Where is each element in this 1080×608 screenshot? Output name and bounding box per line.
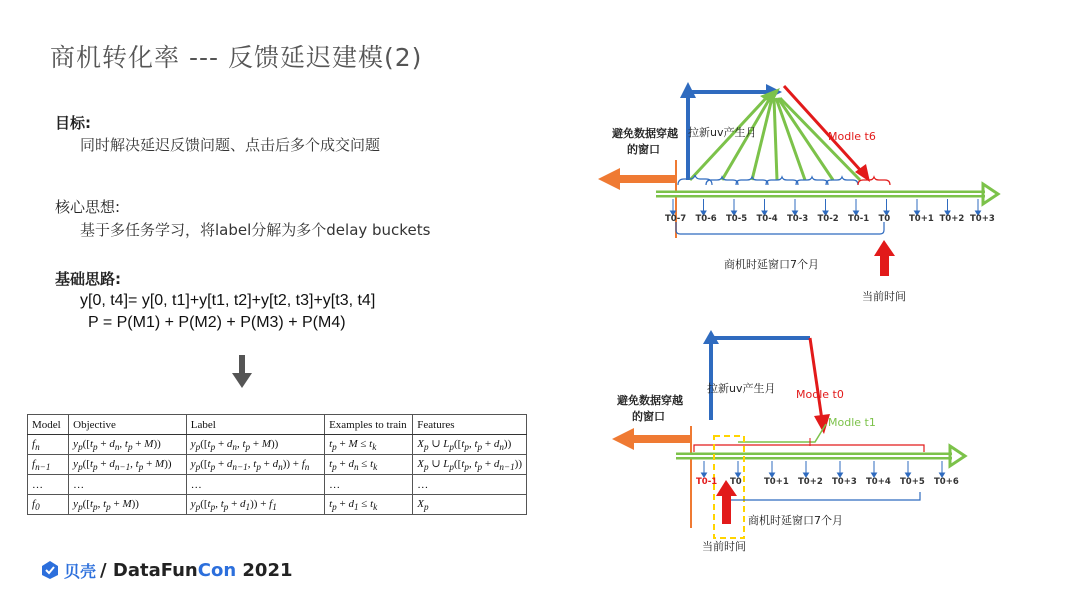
uv-label: 拉新uv产生月: [688, 126, 757, 139]
table-header: Model: [28, 415, 69, 435]
delay-window-label: 商机时延窗口7个月: [724, 258, 819, 271]
timeline-tick-label: T0-1: [848, 214, 870, 224]
timeline-tick-label: T0-1: [696, 477, 718, 487]
logo-con: Con: [197, 559, 237, 581]
idea-text: 基于多任务学习，将label分解为多个delay buckets: [80, 221, 431, 239]
page-title: 商机转化率 --- 反馈延迟建模(2): [50, 43, 423, 72]
table-header: Label: [186, 415, 324, 435]
timeline-ticks-2: [702, 461, 945, 477]
model-table: [27, 414, 527, 515]
timeline-tick-label: T0-4: [756, 214, 778, 224]
down-arrow-icon: [232, 355, 252, 389]
timeline-tick-label: T0+1: [909, 214, 934, 224]
timeline-tick-label: T0-3: [787, 214, 809, 224]
formula-p: P = P(M1) + P(M2) + P(M3) + P(M4): [88, 314, 346, 331]
timeline-tick-label: T0-7: [665, 214, 687, 224]
timeline-tick-label: T0: [730, 477, 742, 487]
table-row: $f_{n-1}$ $y_p([t_p + d_{n-1}$, $t_p + M$)) $y_p([t_p + d_{n-1}$, $t_p + d_n)) + f_n$ $t_p + d_n \le t_k$ $X_p$ ∪ $L_p([t_p$, $t_p + d_{n-1}$)): [28, 455, 527, 475]
goal-text: 同时解决延迟反馈问题、点击后多个成交问题: [80, 136, 381, 154]
event-name: [100, 560, 293, 581]
timeline-tick-labels: [665, 214, 995, 224]
model-t1-label: Modle t1: [828, 416, 876, 429]
timeline-tick-label: T0+3: [970, 214, 995, 224]
model-t0-label: Modle t0: [796, 388, 844, 401]
brand-name: 贝壳: [64, 561, 97, 581]
timeline-tick-label: T0+4: [866, 477, 891, 487]
model-t6-label: Modle t6: [828, 130, 876, 143]
timeline-tick-labels-2: [696, 477, 959, 487]
table-row: $f_0$ $y_p([t_p$, $t_p + M$)) $y_p([t_p$, $t_p + d_1)) + f_1$ $t_p + d_1 \le t_k$ $X_p$: [28, 495, 527, 515]
timeline-tick-label: T0+2: [939, 214, 965, 224]
timeline-tick-label: T0: [878, 214, 891, 224]
delay-window-diagram-2: [590, 330, 1010, 570]
timeline-tick-label: T0+2: [798, 477, 823, 487]
footer-logo: [40, 557, 293, 583]
table-row: … … … … …: [28, 475, 527, 495]
timeline-tick-label: T0-5: [726, 214, 748, 224]
uv-label-2: 拉新uv产生月: [707, 382, 776, 395]
avoid-leak-label-2: 的窗口: [627, 143, 660, 156]
goal-heading: 目标:: [55, 114, 91, 132]
logo-datafun: DataFun: [112, 559, 198, 581]
logo-separator: /: [100, 559, 107, 581]
avoid-leak-label-b: 避免数据穿越: [617, 394, 683, 407]
delay-window-diagram-1: [590, 78, 1010, 313]
current-time-arrow-icon: [874, 240, 895, 256]
table-header: Objective: [69, 415, 187, 435]
idea-heading: 核心思想:: [55, 198, 121, 216]
avoid-leak-label-b2: 的窗口: [632, 410, 665, 423]
table-header: Features: [413, 415, 527, 435]
timeline-tick-label: T0+3: [832, 477, 857, 487]
delay-window-label-2: 商机时延窗口7个月: [748, 514, 843, 527]
table-row: $f_n$ $y_p([t_p + d_n$, $t_p + M$)) $y_p([t_p + d_n$, $t_p + M$)) $t_p + M \le t_k$ $X_p$ ∪ $L_p([t_p$, $t_p + d_n$)): [28, 435, 527, 455]
beike-logo-icon: [40, 560, 60, 580]
current-time-label: 当前时间: [862, 290, 906, 303]
table-header: Examples to train: [325, 415, 413, 435]
avoid-leak-label: 避免数据穿越: [612, 127, 678, 140]
timeline-tick-label: T0+6: [934, 477, 959, 487]
timeline-ticks: [671, 199, 981, 215]
timeline-tick-label: T0+5: [900, 477, 925, 487]
current-time-label-2: 当前时间: [702, 540, 746, 553]
table-header-row: [28, 415, 527, 435]
timeline-tick-label: T0-6: [695, 214, 717, 224]
logo-year: 2021: [236, 559, 293, 581]
basis-heading: 基础思路:: [55, 270, 121, 288]
timeline-tick-label: T0-2: [817, 214, 839, 224]
formula-y: y[0, t4]= y[0, t1]+y[t1, t2]+y[t2, t3]+y[t3, t4]: [80, 292, 376, 309]
timeline-tick-label: T0+1: [764, 477, 789, 487]
